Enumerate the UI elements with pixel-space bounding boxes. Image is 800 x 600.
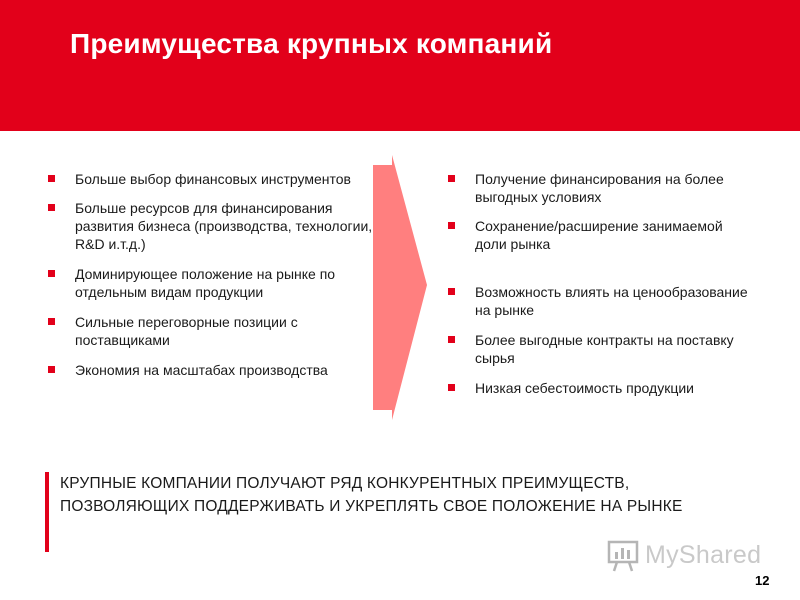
- bullet-square-icon: [48, 318, 55, 325]
- list-item-text: Доминирующее положение на рынке по отдельным видам продукции: [75, 266, 336, 300]
- bullet-square-icon: [448, 288, 455, 295]
- advantages-list: [48, 170, 378, 379]
- right-arrow-icon: [370, 155, 430, 420]
- bullet-square-icon: [448, 384, 455, 391]
- watermark: [607, 538, 761, 572]
- list-item: [48, 265, 378, 301]
- list-item: [448, 217, 758, 253]
- conclusion-text: КРУПНЫЕ КОМПАНИИ ПОЛУЧАЮТ РЯД КОНКУРЕНТНЫХ ПРЕИМУЩЕСТВ, ПОЗВОЛЯЮЩИХ ПОДДЕРЖИВАТЬ И УКРЕПЛЯТЬ СВОЕ ПОЛОЖЕНИЕ НА РЫНКЕ: [60, 475, 683, 515]
- page-number: 12: [755, 573, 770, 588]
- list-item-text: Возможность влиять на ценообразование на рынке: [475, 284, 748, 318]
- list-item: [48, 361, 378, 379]
- conclusion-accent-bar: [45, 472, 49, 552]
- bullet-square-icon: [448, 175, 455, 182]
- list-item-text: Экономия на масштабах производства: [75, 362, 328, 378]
- bullet-square-icon: [48, 366, 55, 373]
- title-banner: [0, 0, 800, 131]
- list-item: [48, 170, 378, 188]
- bullet-square-icon: [48, 175, 55, 182]
- bullet-square-icon: [448, 222, 455, 229]
- list-item: [448, 170, 758, 206]
- list-item-text: Более выгодные контракты на поставку сырья: [475, 332, 734, 366]
- list-item: [448, 379, 758, 397]
- bullet-square-icon: [448, 336, 455, 343]
- bullet-square-icon: [48, 270, 55, 277]
- results-list: [448, 170, 758, 397]
- list-item-text: Низкая себестоимость продукции: [475, 380, 694, 396]
- chart-board-icon: [607, 538, 641, 572]
- list-item: [448, 283, 758, 319]
- list-item-text: Больше ресурсов для финансирования развития бизнеса (производства, технологии, R&D и.т.д.): [75, 200, 373, 252]
- list-item-text: Сильные переговорные позиции с поставщиками: [75, 314, 298, 348]
- bullet-square-icon: [48, 204, 55, 211]
- list-item: [48, 199, 378, 253]
- list-item-text: Сохранение/расширение занимаемой доли рынка: [475, 218, 723, 252]
- slide-title: Преимущества крупных компаний: [70, 28, 553, 59]
- list-item-text: Получение финансирования на более выгодных условиях: [475, 171, 724, 205]
- watermark-text: MyShared: [645, 540, 762, 569]
- list-item-text: Больше выбор финансовых инструментов: [75, 171, 351, 187]
- list-item: [448, 331, 758, 367]
- list-item: [48, 313, 378, 349]
